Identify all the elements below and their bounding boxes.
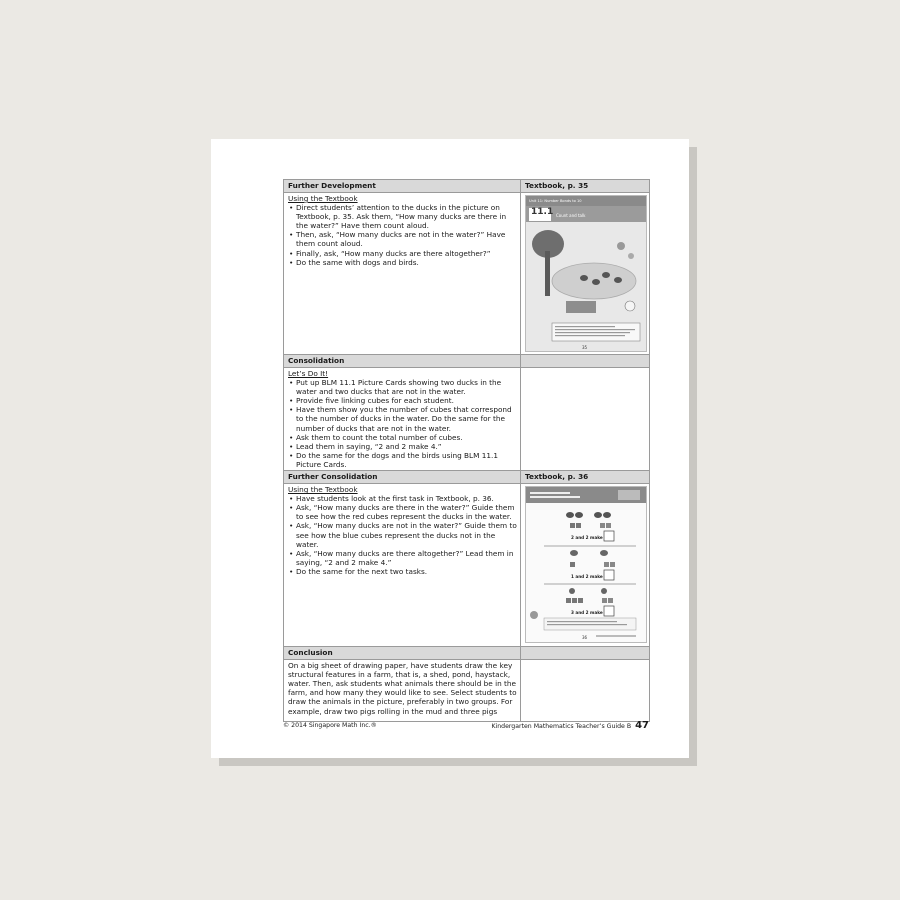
list-item: • Then, ask, “How many ducks are not in the water?” Have them count aloud. [296,230,517,248]
list-item: • Have them show you the number of cubes that correspond to the number of ducks in the water. Do the same for the number of ducks that are not in the water. [296,405,517,432]
further-development-header-row [284,180,650,193]
list-item: • Ask, “How many ducks are there in the water?” Guide them to see how the red cubes represent the ducks in the water. [296,503,517,521]
textbook-page-36-thumbnail [525,486,647,643]
conclusion-row [284,660,650,722]
further-consolidation-header-row [284,471,650,484]
subheading: Using the Textbook [288,194,358,203]
copyright-text: © 2014 Singapore Math Inc.® [283,722,377,729]
list-item: • Ask, “How many ducks are not in the water?” Guide them to see how the blue cubes represent the ducks not in the water. [296,521,517,548]
bullet-list [288,378,517,469]
list-item: • Lead them in saying, “2 and 2 make 4.” [296,442,517,451]
book-title: Kindergarten Mathematics Teacher’s Guide B [491,723,632,730]
textbook-page-36-illustration [526,487,646,642]
subheading: Let’s Do It! [288,369,329,378]
thumbnail-row-label: 1 and 2 make [571,574,603,580]
section-heading: Further Consolidation [284,471,521,484]
document-page [211,139,689,758]
conclusion-header-row [284,647,650,660]
page-number: 47 [635,720,649,731]
section-heading: Further Development [284,180,521,193]
list-item: • Ask, “How many ducks are there altogether?” Lead them in saying, “2 and 2 make 4.” [296,549,517,567]
section-heading: Consolidation [284,355,521,368]
lesson-table [283,179,650,722]
conclusion-text: On a big sheet of drawing paper, have students draw the key structural features in a farm, that is, a shed, pond, haystack, water. Then, ask students what animals there should be in the farm, and how many they would like to see. Select students to draw the animals in the picture, preferably in two groups. For example, draw two pigs rolling in the mud and three pigs [284,660,521,722]
thumbnail-row-label: 3 and 2 make [571,610,603,616]
list-item: • Finally, ask, “How many ducks are there altogether?” [296,249,517,258]
thumbnail-unit: Unit 11: Number Bonds to 10 [529,199,582,203]
bullet-list [288,494,517,576]
further-consolidation-row [284,484,650,647]
list-item: • Have students look at the first task in Textbook, p. 36. [296,494,517,503]
list-item: • Do the same for the dogs and the birds using BLM 11.1 Picture Cards. [296,451,517,469]
footer-right [491,720,649,731]
textbook-page-35-illustration [526,196,646,351]
thumbnail-page-number: 35 [582,345,588,350]
subheading: Using the Textbook [288,485,358,495]
list-item: • Do the same for the next two tasks. [296,567,517,576]
thumbnail-lesson-title: Count and talk [556,213,586,218]
list-item: • Do the same with dogs and birds. [296,258,517,267]
list-item: • Ask them to count the total number of cubes. [296,433,517,442]
list-item: • Provide five linking cubes for each student. [296,396,517,405]
thumbnail-row-label: 2 and 2 make [571,535,603,541]
thumbnail-page-number: 36 [582,635,588,641]
list-item: • Direct students’ attention to the ducks in the picture on Textbook, p. 35. Ask them, “How many ducks are there in the water?” Have them count aloud. [296,203,517,230]
textbook-ref: Textbook, p. 36 [521,471,650,484]
lesson-table-container [283,179,649,722]
section-heading: Conclusion [284,647,521,660]
consolidation-row [284,368,650,471]
textbook-page-35-thumbnail [525,195,647,352]
bullet-list [288,203,517,267]
textbook-ref: Textbook, p. 35 [521,180,650,193]
consolidation-header-row [284,355,650,368]
list-item: • Put up BLM 11.1 Picture Cards showing two ducks in the water and two ducks that are not in the water. [296,378,517,396]
thumbnail-lesson-number: 11.1 [531,207,554,217]
further-development-row [284,193,650,355]
